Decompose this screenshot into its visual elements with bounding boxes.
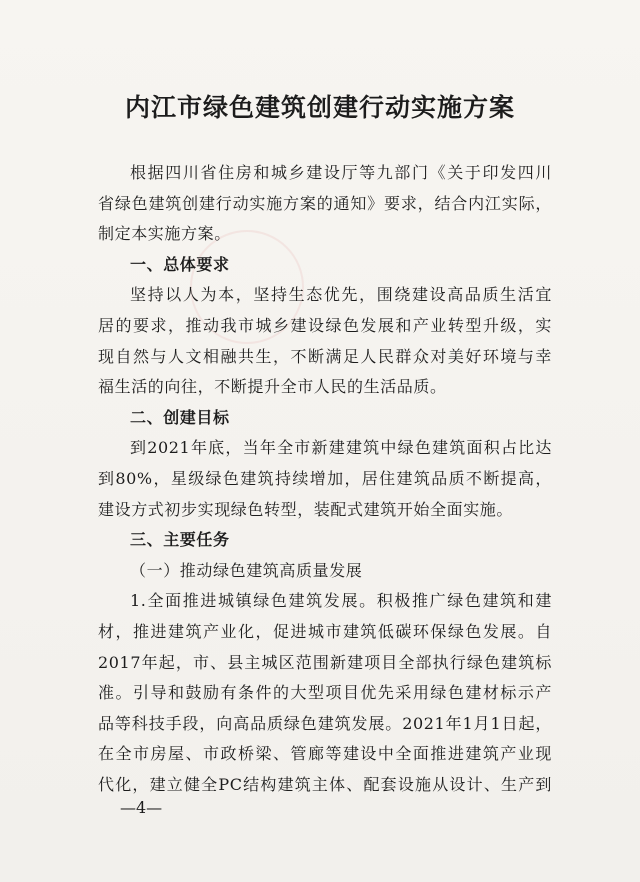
paragraph-line: 到2021年底，当年全市新建建筑中绿色建筑面积占比达: [130, 438, 552, 458]
document-title: 内江市绿色建筑创建行动实施方案: [124, 93, 515, 122]
section-heading: 三、主要任务: [130, 530, 230, 550]
paragraph-line: 制定本实施方案。: [98, 224, 231, 244]
paragraph-line: 到80%，星级绿色建筑持续增加，居住建筑品质不断提高，: [98, 468, 552, 488]
paragraph-line: 2017年起，市、县主城区范围新建项目全部执行绿色建筑标: [98, 652, 552, 672]
subsection-heading: （一）推动绿色建筑高质量发展: [130, 560, 363, 580]
paragraph-line: 代化，建立健全PC结构建筑主体、配套设施从设计、生产到: [98, 774, 552, 794]
paragraph-line: 品等科技手段，向高品质绿色建筑发展。2021年1月1日起，: [98, 713, 552, 733]
paragraph-line: 材，推进建筑产业化，促进城市建筑低碳环保绿色发展。自: [98, 621, 552, 641]
paragraph-line: 居的要求，推动我市城乡建设绿色发展和产业转型升级，实: [98, 315, 552, 335]
section-heading: 一、总体要求: [130, 254, 230, 274]
paragraph-line: 1.全面推进城镇绿色建筑发展。积极推广绿色建筑和建: [130, 591, 552, 611]
paragraph-line: 在全市房屋、市政桥梁、管廊等建设中全面推进建筑产业现: [98, 744, 552, 764]
paragraph-line: 省绿色建筑创建行动实施方案的通知》要求，结合内江实际，: [98, 193, 552, 213]
paragraph-line: 坚持以人为本，坚持生态优先，围绕建设高品质生活宜: [130, 285, 552, 305]
paragraph-line: 根据四川省住房和城乡建设厅等九部门《关于印发四川: [130, 163, 552, 182]
paragraph-line: 现自然与人文相融共生，不断满足人民群众对美好环境与幸: [98, 346, 552, 366]
document-body: [98, 158, 552, 800]
paragraph-line: 福生活的向往，不断提升全市人民的生活品质。: [98, 377, 447, 397]
page-number: —4—: [120, 798, 163, 817]
paragraph-line: 建设方式初步实现绿色转型，装配式建筑开始全面实施。: [98, 499, 514, 519]
section-heading: 二、创建目标: [130, 407, 230, 427]
paragraph-line: 准。引导和鼓励有条件的大型项目优先采用绿色建材标示产: [98, 683, 552, 703]
